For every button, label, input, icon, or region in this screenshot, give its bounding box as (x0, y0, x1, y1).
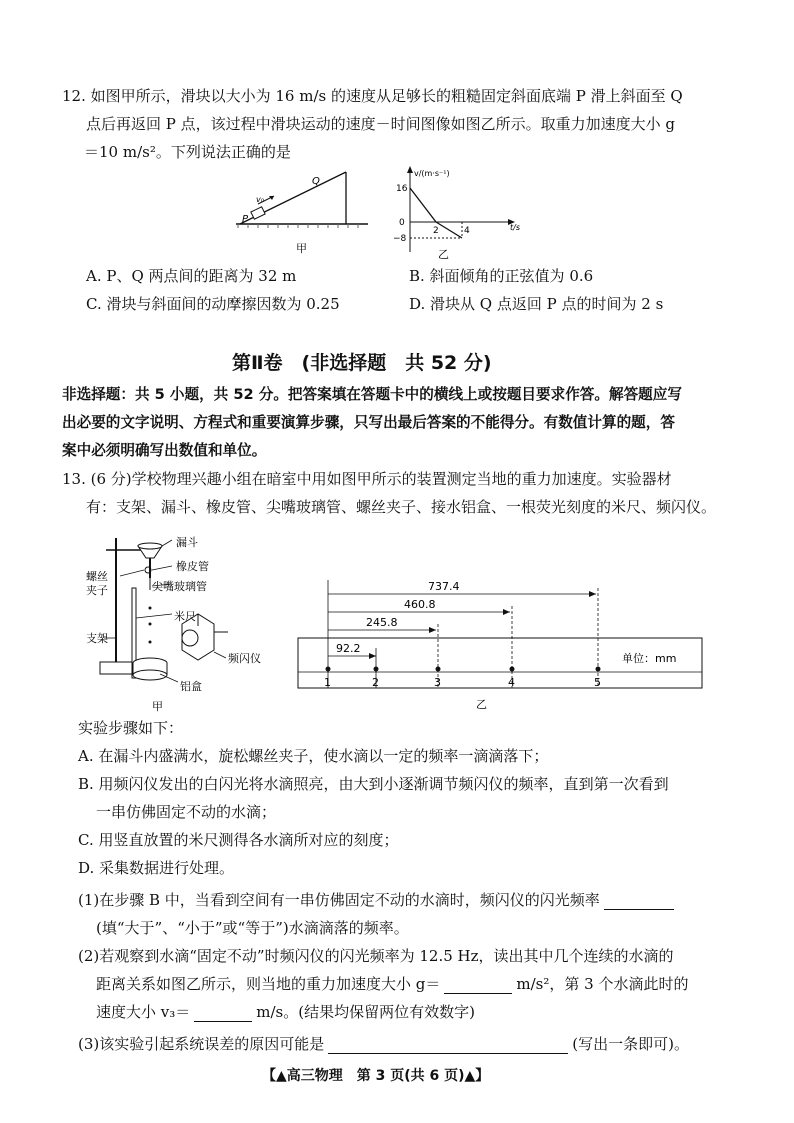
vt-xtick-2: 2 (433, 226, 439, 236)
vt-xtick-4: 4 (464, 226, 470, 236)
vt-ytick-16: 16 (396, 184, 408, 194)
dim-245: 245.8 (366, 616, 398, 629)
dim-460: 460.8 (404, 598, 436, 611)
q13-sub1-blank[interactable] (604, 893, 674, 910)
q12-stem-line2: 点后再返回 P 点，该过程中滑块运动的速度－时间图像如图乙所示。取重力加速度大小 g (86, 115, 676, 133)
section-title: 第Ⅱ卷 (非选择题 共 52 分) (232, 352, 492, 374)
q13-sub2-v-text: 速度大小 v₃＝ (96, 1003, 191, 1021)
label-funnel: 漏斗 (176, 536, 198, 549)
q13-sub3-text: (3)该实验引起系统误差的原因可能是 (78, 1035, 325, 1053)
q13-sub2-line1: (2)若观察到水滴“固定不动”时频闪仪的闪光频率为 12.5 Hz，读出其中几个连续的水滴的 (78, 947, 674, 965)
section-intro-line2: 出必要的文字说明、方程式和重要演算步骤，只写出最后答案的不能得分。有数值计算的题，答 (62, 414, 675, 431)
section-intro-line3: 案中必须明确写出数值和单位。 (62, 442, 267, 459)
point-1: 1 (324, 676, 331, 689)
fig-yi-caption: 乙 (438, 248, 449, 261)
fig13-yi-caption: 乙 (476, 698, 487, 711)
q12-option-b: B. 斜面倾角的正弦值为 0.6 (409, 267, 594, 285)
q13-step-b-line1: B. 用频闪仪发出的白闪光将水滴照亮，由大到小逐渐调节频闪仪的频率，直到第一次看到 (78, 775, 669, 793)
fig13-jia-caption: 甲 (152, 700, 163, 713)
dim-737: 737.4 (428, 580, 460, 593)
label-screw-2: 夹子 (86, 584, 108, 597)
q12-stem-line3: ＝10 m/s²。下列说法正确的是 (84, 143, 291, 161)
label-rubber-tube: 橡皮管 (176, 560, 209, 573)
q13-sub2-g-text: 距离关系如图乙所示，则当地的重力加速度大小 g＝ (96, 975, 441, 993)
label-glass-tube: 尖嘴玻璃管 (152, 580, 207, 593)
page-footer: 【▲高三物理 第 3 页(共 6 页)▲】 (262, 1068, 490, 1084)
q12-figure-vt-graph (388, 164, 538, 262)
q13-sub2-line3 (96, 1002, 475, 1022)
q13-figure-apparatus (86, 528, 296, 713)
q13-step-a: A. 在漏斗内盛满水，旋松螺丝夹子，使水滴以一定的频率一滴滴落下； (78, 747, 549, 765)
vt-ytick-neg8: −8 (393, 234, 407, 244)
q12-stem-line1: 12. 如图甲所示，滑块以大小为 16 m/s 的速度从足够长的粗糙固定斜面底端 P 滑上斜面至 Q (62, 87, 683, 105)
q13-sub1-text: (1)在步骤 B 中，当看到空间有一串仿佛固定不动的水滴时，频闪仪的闪光频率 (78, 891, 600, 909)
q13-step-c: C. 用竖直放置的米尺测得各水滴所对应的刻度； (78, 831, 399, 849)
point-5: 5 (594, 676, 601, 689)
q13-sub2-v-unit: m/s。(结果均保留两位有效数字) (256, 1003, 475, 1021)
fig-jia-caption: 甲 (296, 242, 307, 255)
label-strobe: 频闪仪 (228, 652, 261, 665)
v0-label: v₀ (256, 195, 264, 204)
q13-g-blank[interactable] (444, 977, 512, 994)
point-3: 3 (434, 676, 441, 689)
q13-sub3-hint: (写出一条即可)。 (572, 1035, 689, 1053)
vt-ylabel: v/(m·s⁻¹) (414, 169, 450, 178)
q-label: Q (312, 176, 320, 187)
label-ruler: 米尺 (174, 610, 196, 623)
q13-sub3-blank[interactable] (328, 1037, 568, 1054)
q12-option-c: C. 滑块与斜面间的动摩擦因数为 0.25 (86, 295, 340, 313)
q13-figure-distances (296, 572, 704, 712)
q13-sub2-line2 (96, 974, 688, 994)
q13-sub1-line1 (78, 890, 674, 910)
q13-sub1-line2: (填“大于”、“小于”或“等于”)水滴滴落的频率。 (96, 919, 409, 937)
q13-sub2-g-unit: m/s²，第 3 个水滴此时的 (516, 975, 689, 993)
q13-stem-line1: 13. (6 分)学校物理兴趣小组在暗室中用如图甲所示的装置测定当地的重力加速度。实验器材 (62, 470, 672, 488)
label-box: 铝盒 (180, 680, 202, 693)
q13-sub3-line (78, 1034, 689, 1054)
q13-v3-blank[interactable] (194, 1005, 252, 1022)
point-2: 2 (372, 676, 379, 689)
unit-label: 单位：mm (622, 652, 677, 665)
p-label: P (242, 214, 249, 225)
dim-92: 92.2 (336, 642, 361, 655)
q13-step-d: D. 采集数据进行处理。 (78, 859, 235, 877)
q13-steps-title: 实验步骤如下： (78, 719, 184, 737)
label-screw-1: 螺丝 (86, 570, 108, 583)
vt-xlabel: t/s (510, 223, 520, 232)
q12-option-a: A. P、Q 两点间的距离为 32 m (86, 267, 297, 285)
section-intro-line1: 非选择题：共 5 小题，共 52 分。把答案填在答题卡中的横线上或按题目要求作答。解答题应写 (62, 386, 682, 403)
q13-stem-line2: 有：支架、漏斗、橡皮管、尖嘴玻璃管、螺丝夹子、接水铝盒、一根荧光刻度的米尺、频闪仪。 (86, 498, 717, 516)
point-4: 4 (508, 676, 515, 689)
label-stand: 支架 (86, 632, 108, 645)
q12-figure-incline (228, 162, 373, 257)
q12-option-d: D. 滑块从 Q 点返回 P 点的时间为 2 s (409, 295, 664, 313)
q13-step-b-line2: 一串仿佛固定不动的水滴； (96, 803, 277, 821)
vt-ytick-0: 0 (399, 218, 405, 228)
